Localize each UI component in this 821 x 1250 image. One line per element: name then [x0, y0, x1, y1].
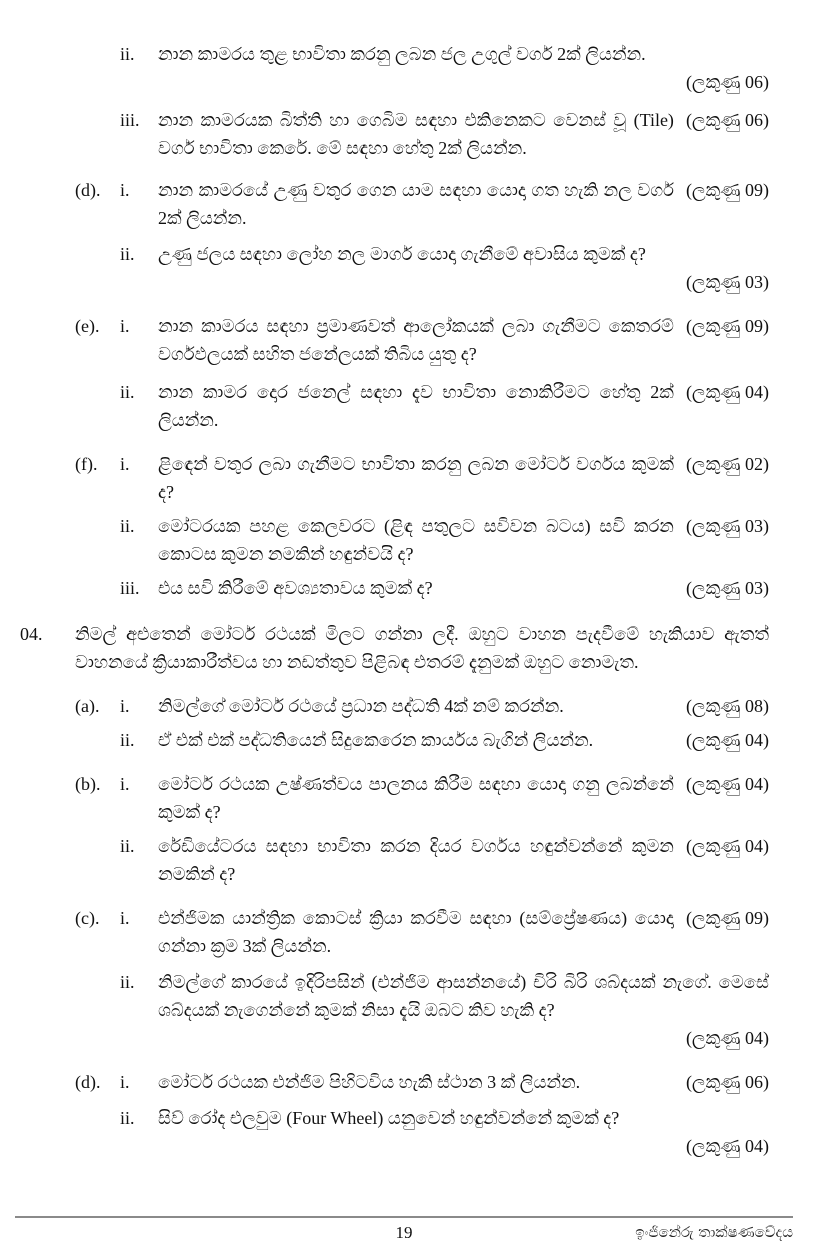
- question-body: [158, 40, 769, 96]
- question-body: [158, 904, 769, 960]
- question-body: [158, 770, 769, 826]
- question-letter-label: (c).: [75, 908, 100, 928]
- page-number: 19: [395, 1223, 413, 1242]
- question-text: නාන කාමරයේ උණු වතුර ගෙන යාම සඳහා යොදා ගත හැකි නල වර්ග 2ක් ලියන්න.: [158, 180, 674, 228]
- question-letter-label: [75, 1104, 120, 1160]
- question-roman-label: ii.: [120, 1108, 135, 1128]
- question-text: එන්ජිමක යාන්ත්‍රික කොටස් ක්‍රියා කරවීම සඳහා (සම්ප්‍රේෂණය) යොදා ගන්නා ක්‍රම 3ක් ලියන්න.: [158, 908, 674, 956]
- question-body: [158, 726, 769, 754]
- question-item: [75, 240, 769, 296]
- marks-label: (ලකුණු 09): [685, 908, 769, 928]
- question-roman-label: ii.: [120, 972, 135, 992]
- marks-label: (ලකුණු 04): [685, 1136, 769, 1156]
- question-text: සිව් රෝද එලවුම (Four Wheel) යනුවෙන් හඳුන්වන්නේ කුමක් ද?: [158, 1108, 620, 1128]
- footer-subject-title: ඉංජිනේරු තාක්ෂණවේදය: [635, 1223, 793, 1241]
- footer-row: [15, 1218, 793, 1250]
- question-letter-label: [75, 574, 120, 602]
- question-body: [158, 312, 769, 368]
- question-text: නාන කාමරය සඳහා ප්‍රමාණවත් ආලෝකයක් ලබා ගැනීමට කෙතරම් වර්ගඵලයක් සහිත ජනේලයක් තිබිය යුතු ද?: [158, 316, 674, 364]
- question-roman-label: i.: [120, 1072, 130, 1092]
- question-roman-label: ii.: [120, 244, 135, 264]
- question-letter-label: (b).: [75, 774, 101, 794]
- marks-label: (ලකුණු 03): [685, 272, 769, 292]
- question-text: නාන කාමරය තුළ භාවිතා කරනු ලබන ජල උගුල් වර්ග 2ක් ලියන්න.: [158, 44, 646, 64]
- question-body: [158, 692, 769, 720]
- question-roman-label: i.: [120, 316, 130, 336]
- question-body: [75, 620, 769, 676]
- question-item: [75, 832, 769, 888]
- question-item: [75, 692, 769, 720]
- marks-label: (ලකුණු 09): [685, 316, 769, 336]
- question-letter-label: [75, 240, 120, 296]
- question-body: [158, 450, 769, 506]
- question-text: නාන කාමර දොර ජනෙල් සඳහා දැව භාවිතා නොකිරීමට හේතු 2ක් ලියන්න.: [158, 382, 674, 430]
- question-roman-label: i.: [120, 908, 130, 928]
- question-item: [75, 1104, 769, 1160]
- question-item: [75, 378, 769, 434]
- question-text: මෝටර් රථයක එන්ජිම පිහිටවිය හැකි ස්ථාන 3 ක් ලියන්න.: [158, 1072, 581, 1092]
- question-letter-label: (f).: [75, 454, 98, 474]
- question-roman-label: i.: [120, 774, 130, 794]
- question-roman-label: iii.: [120, 578, 140, 598]
- marks-label: (ලකුණු 06): [685, 72, 769, 92]
- question-text: ඒ එක් එක් පද්ධතියෙන් සිදුකෙරෙන කාර්යය බැගින් ලියන්න.: [158, 730, 594, 750]
- question-roman-label: ii.: [120, 836, 135, 856]
- marks-label: (ලකුණු 03): [685, 516, 769, 536]
- marks-label: (ලකුණු 04): [685, 382, 769, 402]
- question-text: රේඩියේටරය සඳහා භාවිතා කරන දියර වර්ගය හඳුන්වන්නේ කුමන නමකින් ද?: [158, 836, 674, 884]
- question-body: [158, 574, 769, 602]
- question-roman-label: ii.: [120, 730, 135, 750]
- marks-label: (ලකුණු 04): [685, 774, 769, 794]
- question-letter-label: [75, 40, 120, 96]
- question-item: [75, 574, 769, 602]
- question-letter-label: [75, 512, 120, 568]
- question-item: [75, 726, 769, 754]
- question-body: [158, 1104, 769, 1160]
- question-roman-label: i.: [120, 454, 130, 474]
- question-roman-label: iii.: [120, 110, 140, 130]
- question-letter-label: (e).: [75, 316, 100, 336]
- question-text: උණු ජලය සඳහා ලෝහ නල මාර්ග යොදා ගැනීමේ අවාසිය කුමක් ද?: [158, 244, 646, 264]
- question-item: [20, 620, 769, 676]
- question-item: [75, 450, 769, 506]
- question-item: [75, 968, 769, 1052]
- question-letter-label: [75, 832, 120, 888]
- question-letter-label: (d).: [75, 1072, 101, 1092]
- marks-label: (ලකුණු 04): [685, 730, 769, 750]
- question-body: [158, 832, 769, 888]
- page-footer: [15, 1216, 793, 1250]
- question-roman-label: ii.: [120, 516, 135, 536]
- question-roman-label: ii.: [120, 382, 135, 402]
- question-item: [75, 106, 769, 162]
- marks-label: (ලකුණු 06): [685, 110, 769, 130]
- marks-label: (ලකුණු 04): [685, 1028, 769, 1048]
- question-item: [75, 512, 769, 568]
- question-body: [158, 378, 769, 434]
- marks-label: (ලකුණු 06): [685, 1072, 769, 1092]
- marks-label: (ලකුණු 08): [685, 696, 769, 716]
- question-text: නිමල්ගේ කාරයේ ඉදිරිපසින් (එන්ජිම ආසන්නයේ) චිරි බිරි ශබ්දයක් නැගේ. මෙසේ ශබ්දයක් නැගෙන්නේ කුමක් නිසා දැයි ඔබට කිව හැකි ද?: [158, 972, 769, 1020]
- question-text: නිමල් අළුතෙන් මෝටර් රථයක් මිලට ගන්නා ලදී. ඔහුට වාහන පැදවීමේ හැකියාව ඇතත් වාහනයේ ක්‍රියාකාරීත්වය හා නඩත්තුව පිළිබඳ එතරම් දැනුමක් ඔහුට නොමැත.: [75, 624, 769, 672]
- question-letter-label: (d).: [75, 180, 101, 200]
- question-letter-label: [75, 968, 120, 1052]
- question-item: [75, 176, 769, 232]
- question-body: [158, 968, 769, 1052]
- question-item: [75, 770, 769, 826]
- question-item: [75, 312, 769, 368]
- marks-label: (ලකුණු 09): [685, 180, 769, 200]
- question-item: [75, 40, 769, 96]
- marks-label: (ලකුණු 02): [685, 454, 769, 474]
- marks-label: (ලකුණු 04): [685, 836, 769, 856]
- question-letter-label: [75, 726, 120, 754]
- question-letter-label: (a).: [75, 696, 100, 716]
- question-text: නාන කාමරයක බිත්ති හා ගෙබිම සඳහා එකිනෙකට වෙනස් වූ (Tile) වර්ග භාවිතා කෙරේ. මේ සඳහා හේතු 2ක් ලියන්න.: [158, 110, 674, 158]
- question-body: [158, 512, 769, 568]
- question-roman-label: i.: [120, 696, 130, 716]
- question-text: මෝටරයක පහළ කෙලවරට (ළිඳ පතුලට සවිවන බටය) සවි කරන කොටස කුමන නමකින් හඳුන්වයි ද?: [158, 516, 674, 564]
- question-item: [75, 1068, 769, 1096]
- question-text: එය සවි කිරීමේ අවශ්‍යතාවය කුමක් ද?: [158, 578, 433, 598]
- question-text: මෝටර් රථයක උෂ්ණත්වය පාලනය කිරීම සඳහා යොදා ගනු ලබන්නේ කුමක් ද?: [158, 774, 674, 822]
- question-letter-label: [75, 106, 120, 162]
- question-body: [158, 1068, 769, 1096]
- question-roman-label: ii.: [120, 44, 135, 64]
- question-letter-label: [75, 378, 120, 434]
- question-body: [158, 176, 769, 232]
- question-number: 04.: [20, 624, 43, 644]
- question-text: ළිඳෙන් වතුර ලබා ගැනීමට භාවිතා කරනු ලබන මෝටර් වර්ගය කුමක් ද?: [158, 454, 674, 502]
- question-text: නිමල්ගේ මෝටර් රථයේ ප්‍රධාන පද්ධති 4ක් නම් කරන්න.: [158, 696, 564, 716]
- question-item: [75, 904, 769, 960]
- marks-label: (ලකුණු 03): [685, 578, 769, 598]
- question-roman-label: i.: [120, 180, 130, 200]
- question-body: [158, 106, 769, 162]
- question-body: [158, 240, 769, 296]
